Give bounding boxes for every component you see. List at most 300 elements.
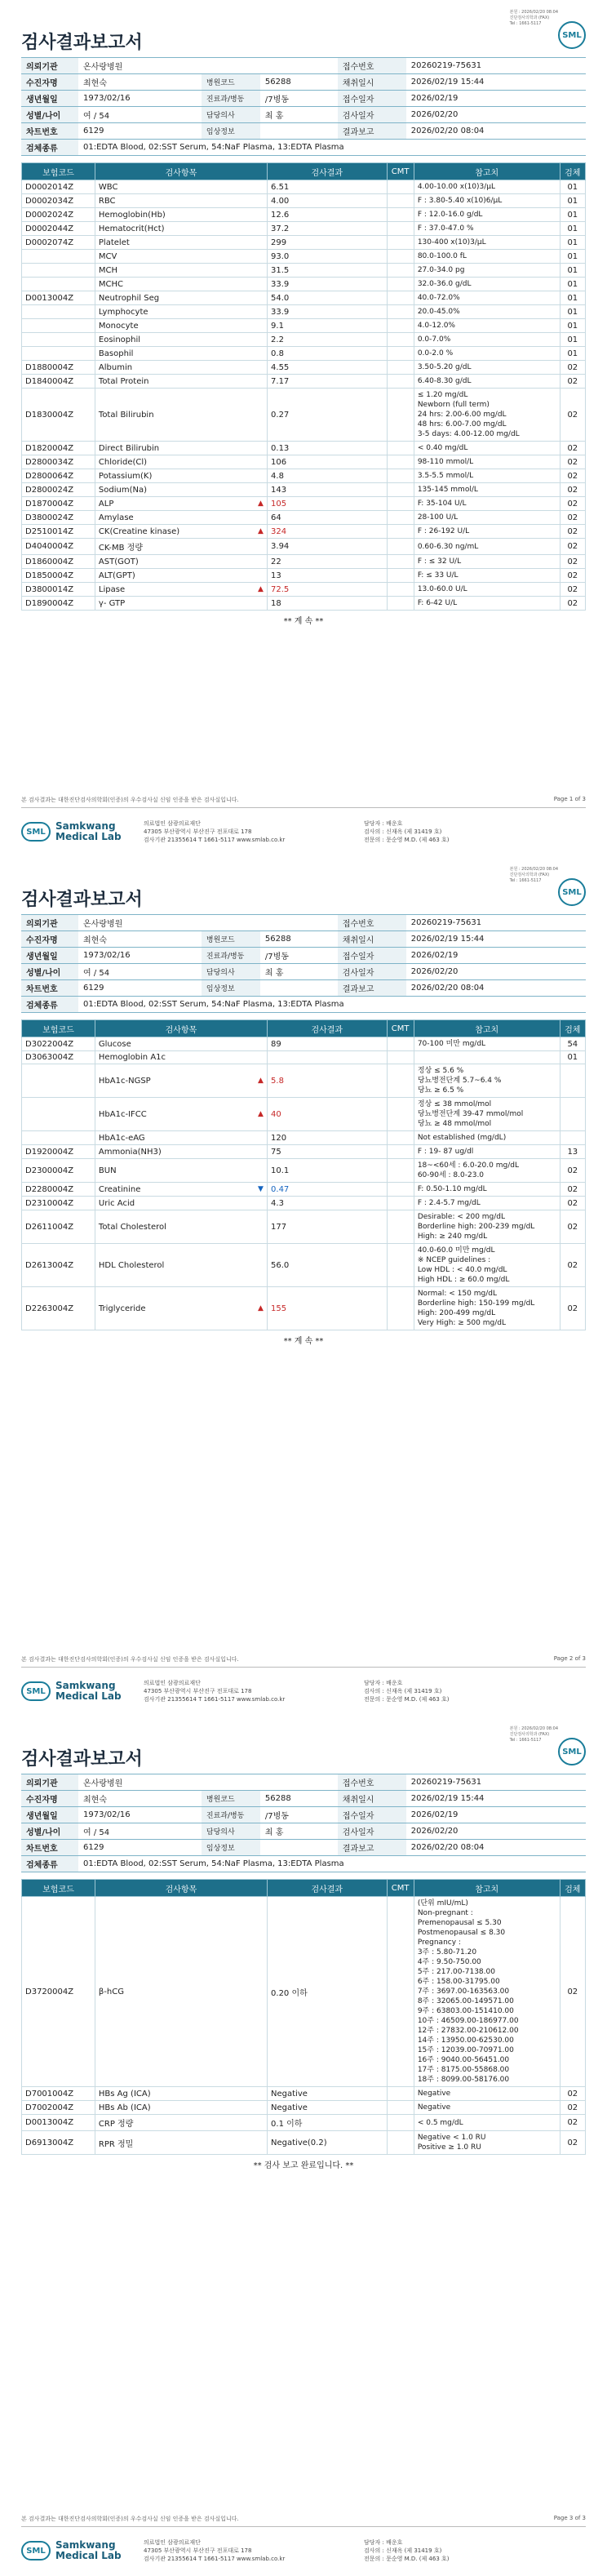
test-item: Amylase bbox=[95, 511, 267, 525]
specimen-code: 01 bbox=[560, 319, 585, 333]
accreditation-note: 본 검사결과는 대한진단검사의학회(인증)의 우수검사실 신임 인증을 받은 검사실입니다. bbox=[21, 1655, 586, 1668]
reference-range: 80.0-100.0 fL bbox=[414, 250, 560, 264]
insurance-code: D1870004Z bbox=[22, 497, 95, 511]
test-item: ALP bbox=[95, 497, 267, 511]
birth-value: 1973/02/16 bbox=[78, 1807, 202, 1823]
comment-cell bbox=[387, 278, 414, 291]
result-row bbox=[22, 375, 586, 389]
test-result: 7.17 bbox=[271, 376, 290, 386]
label-clinical: 임상정보 bbox=[202, 1840, 260, 1856]
specimen-code: 02 bbox=[560, 2115, 585, 2131]
reference-range: 130-400 x(10)3/μL bbox=[414, 236, 560, 250]
specimen-code: 02 bbox=[560, 1183, 585, 1197]
comment-cell bbox=[387, 319, 414, 333]
result-row bbox=[22, 333, 586, 347]
test-item: Glucose bbox=[95, 1037, 267, 1051]
specimen-code: 02 bbox=[560, 483, 585, 497]
address: 47305 부산광역시 부산진구 전포대로 178 bbox=[144, 2547, 252, 2554]
result-row bbox=[22, 236, 586, 250]
specimen-code: 02 bbox=[560, 2101, 585, 2115]
label-report-date: 결과보고 bbox=[338, 980, 406, 997]
hosp-code-value: 56288 bbox=[260, 1791, 338, 1807]
specimen-code: 54 bbox=[560, 1037, 585, 1051]
high-flag-icon: ▲ bbox=[258, 499, 264, 508]
comment-cell bbox=[387, 236, 414, 250]
test-item: Triglyceride bbox=[95, 1287, 267, 1330]
exam-date-value: 2026/02/20 bbox=[406, 107, 586, 123]
chart-value: 6129 bbox=[78, 1840, 202, 1856]
insurance-code: D2800034Z bbox=[22, 455, 95, 469]
result-row bbox=[22, 278, 586, 291]
test-item: Creatinine bbox=[95, 1183, 267, 1197]
doctor-value: 최 홍 bbox=[260, 1823, 338, 1840]
col-code: 보험코드 bbox=[22, 1020, 95, 1037]
receipt-date-value: 2026/02/19 bbox=[406, 1807, 586, 1823]
col-cmt: CMT bbox=[387, 163, 414, 180]
high-flag-icon: ▲ bbox=[258, 1304, 264, 1312]
sml-circle-logo-icon: SML bbox=[558, 1738, 586, 1765]
page-footer bbox=[21, 1655, 586, 1703]
test-item: Lipase bbox=[95, 583, 267, 597]
reference-range: 28-100 U/L bbox=[414, 511, 560, 525]
dept-value: /7병동 bbox=[260, 91, 338, 107]
result-row bbox=[22, 1131, 586, 1145]
hosp-code-value: 56288 bbox=[260, 74, 338, 91]
label-name: 수진자명 bbox=[21, 931, 78, 948]
receipt-no-value: 20260219-75631 bbox=[406, 58, 586, 74]
page-footer bbox=[21, 796, 586, 844]
result-row bbox=[22, 180, 586, 194]
insurance-code: D0002014Z bbox=[22, 180, 95, 194]
comment-cell bbox=[387, 1183, 414, 1197]
clinical-value bbox=[260, 1840, 338, 1856]
comment-cell bbox=[387, 1131, 414, 1145]
sml-logo bbox=[21, 2540, 144, 2561]
specialist-name: 전문의 : 문순영 M.D. (제 463 호) bbox=[364, 837, 450, 843]
test-item: β-hCG bbox=[95, 1897, 267, 2087]
test-item: HBs Ag (ICA) bbox=[95, 2087, 267, 2101]
exam-date-value: 2026/02/20 bbox=[406, 1823, 586, 1840]
insurance-code: D0013004Z bbox=[22, 291, 95, 305]
specimen-code: 02 bbox=[560, 1159, 585, 1183]
reference-range: 27.0-34.0 pg bbox=[414, 264, 560, 278]
label-chart: 차트번호 bbox=[21, 123, 78, 140]
label-exam-date: 검사일자 bbox=[338, 1823, 406, 1840]
specimen-code: 01 bbox=[560, 264, 585, 278]
test-result: 177 bbox=[271, 1222, 287, 1232]
insurance-code: D1860004Z bbox=[22, 555, 95, 569]
report-date-value: 2026/02/20 08:04 bbox=[406, 123, 586, 140]
test-result: 72.5 bbox=[271, 584, 290, 594]
page-number: Page 2 of 3 bbox=[553, 1655, 586, 1662]
reference-range: 18~<60세 : 6.0-20.0 mg/dL 60-90세 : 8.0-23.0 bbox=[414, 1159, 560, 1183]
page-number: Page 3 of 3 bbox=[553, 2515, 586, 2521]
label-hosp-code: 병원코드 bbox=[202, 74, 260, 91]
specimen-code: 02 bbox=[560, 555, 585, 569]
report-date-value: 2026/02/20 08:04 bbox=[406, 1840, 586, 1856]
result-row bbox=[22, 1159, 586, 1183]
address: 47305 부산광역시 부산진구 전포대로 178 bbox=[144, 828, 252, 835]
report-date-value: 2026/02/20 08:04 bbox=[406, 980, 586, 997]
insurance-code bbox=[22, 264, 95, 278]
reference-range: F : 19- 87 ug/dl bbox=[414, 1145, 560, 1159]
result-row bbox=[22, 1064, 586, 1098]
test-item: ALT(GPT) bbox=[95, 569, 267, 583]
collect-time-value: 2026/02/19 15:44 bbox=[406, 74, 586, 91]
insurance-code: D6913004Z bbox=[22, 2131, 95, 2155]
dept-value: /7병동 bbox=[260, 1807, 338, 1823]
insurance-code: D7002004Z bbox=[22, 2101, 95, 2115]
specimen-code: 01 bbox=[560, 250, 585, 264]
result-row bbox=[22, 1051, 586, 1064]
chart-value: 6129 bbox=[78, 980, 202, 997]
result-row bbox=[22, 2131, 586, 2155]
specimen-code: 01 bbox=[560, 1051, 585, 1064]
label-hosp-code: 병원코드 bbox=[202, 931, 260, 948]
reference-range: Negative bbox=[414, 2087, 560, 2101]
label-clinical: 임상정보 bbox=[202, 123, 260, 140]
specimen-code: 02 bbox=[560, 375, 585, 389]
label-hosp-code: 병원코드 bbox=[202, 1791, 260, 1807]
foundation-name: 의료법인 삼광의료재단 bbox=[144, 2539, 201, 2546]
comment-cell bbox=[387, 180, 414, 194]
test-item: Total Protein bbox=[95, 375, 267, 389]
col-ref: 참고치 bbox=[414, 163, 560, 180]
insurance-code: D3022004Z bbox=[22, 1037, 95, 1051]
test-item: HbA1c-IFCC bbox=[95, 1098, 267, 1131]
comment-cell bbox=[387, 597, 414, 611]
examiner-name: 검사의 : 신재옥 (제 31419 호) bbox=[364, 1688, 442, 1694]
specimen-code: 02 bbox=[560, 2131, 585, 2155]
label-dept: 진료과/병동 bbox=[202, 948, 260, 964]
insurance-code: D3063004Z bbox=[22, 1051, 95, 1064]
sml-logo bbox=[21, 1681, 144, 1702]
accreditation-note: 본 검사결과는 대한진단검사의학회(인증)의 우수검사실 신임 인증을 받은 검사실입니다. bbox=[21, 2515, 586, 2527]
reference-range: 135-145 mmol/L bbox=[414, 483, 560, 497]
reference-range: 3.50-5.20 g/dL bbox=[414, 361, 560, 375]
hosp-code-value: 56288 bbox=[260, 931, 338, 948]
label-report-date: 결과보고 bbox=[338, 1840, 406, 1856]
insurance-code: D1880004Z bbox=[22, 361, 95, 375]
collect-time-value: 2026/02/19 15:44 bbox=[406, 1791, 586, 1807]
insurance-code bbox=[22, 305, 95, 319]
test-item: Total Bilirubin bbox=[95, 389, 267, 442]
insurance-code: D4040004Z bbox=[22, 539, 95, 555]
result-row bbox=[22, 1037, 586, 1051]
label-exam-date: 검사일자 bbox=[338, 964, 406, 980]
col-chk: 검체 bbox=[560, 163, 585, 180]
contact: 검사기관 21355614 T 1661-5117 www.smlab.co.kr bbox=[144, 1696, 286, 1703]
insurance-code: D0002034Z bbox=[22, 194, 95, 208]
result-row bbox=[22, 569, 586, 583]
specimen-code: 02 bbox=[560, 1197, 585, 1210]
result-row bbox=[22, 194, 586, 208]
test-result: 106 bbox=[271, 457, 287, 467]
specimen-code: 02 bbox=[560, 1244, 585, 1287]
test-result: 0.1 이하 bbox=[271, 2120, 303, 2129]
test-result: 4.3 bbox=[271, 1198, 284, 1208]
reference-range: 3.5-5.5 mmol/L bbox=[414, 469, 560, 483]
low-flag-icon: ▼ bbox=[258, 1184, 264, 1193]
insurance-code: D1840004Z bbox=[22, 375, 95, 389]
reference-range: 32.0-36.0 g/dL bbox=[414, 278, 560, 291]
test-result: 18 bbox=[271, 598, 281, 608]
test-result: 0.13 bbox=[271, 443, 290, 453]
comment-cell bbox=[387, 1145, 414, 1159]
sexage-value: 여 / 54 bbox=[78, 1823, 202, 1840]
specimen-code: 01 bbox=[560, 278, 585, 291]
test-item: Chloride(Cl) bbox=[95, 455, 267, 469]
institution-value: 온사랑병원 bbox=[78, 915, 338, 931]
reference-range: 0.0-7.0% bbox=[414, 333, 560, 347]
sexage-value: 여 / 54 bbox=[78, 964, 202, 980]
specimen-value: 01:EDTA Blood, 02:SST Serum, 54:NaF Plasma, 13:EDTA Plasma bbox=[78, 1856, 586, 1872]
comment-cell bbox=[387, 469, 414, 483]
chart-value: 6129 bbox=[78, 123, 202, 140]
insurance-code: D1850004Z bbox=[22, 569, 95, 583]
test-item: AST(GOT) bbox=[95, 555, 267, 569]
report-meta: 본원 : 2026/02/20 08:04 진단검사의학과 (FAX) Tel : 1661-5117 bbox=[509, 867, 558, 883]
test-result: 37.2 bbox=[271, 224, 290, 233]
result-row bbox=[22, 483, 586, 497]
report-page bbox=[0, 1717, 607, 2576]
company-name: Samkwang Medical Lab bbox=[55, 1680, 122, 1702]
report-title: 검사결과보고서 bbox=[21, 890, 143, 910]
specimen-value: 01:EDTA Blood, 02:SST Serum, 54:NaF Plasma, 13:EDTA Plasma bbox=[78, 997, 586, 1013]
test-result: 4.00 bbox=[271, 196, 290, 206]
comment-cell bbox=[387, 1287, 414, 1330]
insurance-code: D7001004Z bbox=[22, 2087, 95, 2101]
label-sexage: 성별/나이 bbox=[21, 107, 78, 123]
label-doctor: 담당의사 bbox=[202, 1823, 260, 1840]
result-row bbox=[22, 389, 586, 442]
receipt-no-value: 20260219-75631 bbox=[406, 915, 586, 931]
comment-cell bbox=[387, 305, 414, 319]
test-result: 120 bbox=[271, 1133, 287, 1143]
comment-cell bbox=[387, 511, 414, 525]
test-item: Potassium(K) bbox=[95, 469, 267, 483]
page-number: Page 1 of 3 bbox=[553, 796, 586, 802]
patient-info-table bbox=[21, 1774, 586, 1872]
high-flag-icon: ▲ bbox=[258, 584, 264, 593]
test-item: Eosinophil bbox=[95, 333, 267, 347]
reference-range: 98-110 mmol/L bbox=[414, 455, 560, 469]
insurance-code: D2263004Z bbox=[22, 1287, 95, 1330]
receipt-date-value: 2026/02/19 bbox=[406, 91, 586, 107]
specimen-code: 02 bbox=[560, 442, 585, 455]
reference-range: F : 3.80-5.40 x(10)6/μL bbox=[414, 194, 560, 208]
test-result: 22 bbox=[271, 557, 281, 566]
result-row bbox=[22, 2101, 586, 2115]
label-receipt-date: 접수일자 bbox=[338, 948, 406, 964]
examiner-name: 검사의 : 신재옥 (제 31419 호) bbox=[364, 2547, 442, 2554]
test-result: 12.6 bbox=[271, 210, 290, 220]
insurance-code: D1830004Z bbox=[22, 389, 95, 442]
specimen-code: 02 bbox=[560, 511, 585, 525]
comment-cell bbox=[387, 1159, 414, 1183]
reference-range: < 0.5 mg/dL bbox=[414, 2115, 560, 2131]
result-row bbox=[22, 2115, 586, 2131]
result-row bbox=[22, 555, 586, 569]
insurance-code: D0002044Z bbox=[22, 222, 95, 236]
staff-name: 담당자 : 배운호 bbox=[364, 1680, 403, 1686]
comment-cell bbox=[387, 291, 414, 305]
high-flag-icon: ▲ bbox=[258, 526, 264, 535]
reference-range: F : ≤ 32 U/L bbox=[414, 555, 560, 569]
label-birth: 생년월일 bbox=[21, 948, 78, 964]
test-item: Hemoglobin(Hb) bbox=[95, 208, 267, 222]
specimen-code bbox=[560, 1131, 585, 1145]
insurance-code: D2800064Z bbox=[22, 469, 95, 483]
doctor-value: 최 홍 bbox=[260, 964, 338, 980]
result-row bbox=[22, 442, 586, 455]
insurance-code bbox=[22, 250, 95, 264]
label-sexage: 성별/나이 bbox=[21, 1823, 78, 1840]
specimen-code bbox=[560, 1098, 585, 1131]
insurance-code bbox=[22, 1131, 95, 1145]
comment-cell bbox=[387, 1037, 414, 1051]
test-item: Uric Acid bbox=[95, 1197, 267, 1210]
specimen-code: 02 bbox=[560, 469, 585, 483]
comment-cell bbox=[387, 194, 414, 208]
specimen-code bbox=[560, 1064, 585, 1098]
test-item: Lymphocyte bbox=[95, 305, 267, 319]
report-title: 검사결과보고서 bbox=[21, 1749, 143, 1770]
result-row bbox=[22, 1210, 586, 1244]
test-result: 4.55 bbox=[271, 362, 290, 372]
label-doctor: 담당의사 bbox=[202, 107, 260, 123]
result-row bbox=[22, 511, 586, 525]
specimen-code: 01 bbox=[560, 208, 585, 222]
col-result: 검사결과 bbox=[268, 1020, 387, 1037]
test-result: 0.47 bbox=[271, 1184, 290, 1194]
address: 47305 부산광역시 부산진구 전포대로 178 bbox=[144, 1688, 252, 1694]
result-row bbox=[22, 222, 586, 236]
insurance-code: D3800014Z bbox=[22, 583, 95, 597]
specimen-value: 01:EDTA Blood, 02:SST Serum, 54:NaF Plasma, 13:EDTA Plasma bbox=[78, 140, 586, 156]
reference-range: 40.0-72.0% bbox=[414, 291, 560, 305]
comment-cell bbox=[387, 455, 414, 469]
specimen-code: 01 bbox=[560, 236, 585, 250]
staff-name: 담당자 : 배운호 bbox=[364, 820, 403, 827]
test-item: WBC bbox=[95, 180, 267, 194]
result-row bbox=[22, 208, 586, 222]
comment-cell bbox=[387, 442, 414, 455]
label-name: 수진자명 bbox=[21, 74, 78, 91]
comment-cell bbox=[387, 497, 414, 511]
reference-range: Normal: < 150 mg/dL Borderline high: 150-199 mg/dL High: 200-499 mg/dL Very High: ≥ 500 mg/dL bbox=[414, 1287, 560, 1330]
specialist-name: 전문의 : 문순영 M.D. (제 463 호) bbox=[364, 2556, 450, 2562]
specialist-name: 전문의 : 문순영 M.D. (제 463 호) bbox=[364, 1696, 450, 1703]
label-receipt-no: 접수번호 bbox=[338, 1774, 406, 1791]
comment-cell bbox=[387, 222, 414, 236]
comment-cell bbox=[387, 1897, 414, 2087]
comment-cell bbox=[387, 208, 414, 222]
staff-name: 담당자 : 배운호 bbox=[364, 2539, 403, 2546]
end-mark: ** 계 속 ** bbox=[283, 617, 324, 626]
results-table bbox=[21, 1879, 586, 2155]
insurance-code: D0002074Z bbox=[22, 236, 95, 250]
test-item: Hemoglobin A1c bbox=[95, 1051, 267, 1064]
label-sexage: 성별/나이 bbox=[21, 964, 78, 980]
specimen-code: 02 bbox=[560, 1897, 585, 2087]
specimen-code: 13 bbox=[560, 1145, 585, 1159]
specimen-code: 02 bbox=[560, 583, 585, 597]
results-table bbox=[21, 162, 586, 611]
reference-range: 0.60-6.30 ng/mL bbox=[414, 539, 560, 555]
birth-value: 1973/02/16 bbox=[78, 91, 202, 107]
result-row bbox=[22, 1098, 586, 1131]
reference-range: Not established (mg/dL) bbox=[414, 1131, 560, 1145]
label-chart: 차트번호 bbox=[21, 1840, 78, 1856]
label-institution: 의뢰기관 bbox=[21, 915, 78, 931]
test-item: Ammonia(NH3) bbox=[95, 1145, 267, 1159]
col-item: 검사항목 bbox=[95, 1880, 267, 1897]
test-result: 31.5 bbox=[271, 265, 290, 275]
test-result: 2.2 bbox=[271, 335, 284, 344]
comment-cell bbox=[387, 583, 414, 597]
reference-range: F : 12.0-16.0 g/dL bbox=[414, 208, 560, 222]
test-item: Total Cholesterol bbox=[95, 1210, 267, 1244]
result-row bbox=[22, 319, 586, 333]
test-result: 299 bbox=[271, 238, 287, 247]
test-item: Sodium(Na) bbox=[95, 483, 267, 497]
comment-cell bbox=[387, 2131, 414, 2155]
reference-range: 20.0-45.0% bbox=[414, 305, 560, 319]
result-row bbox=[22, 1183, 586, 1197]
result-row bbox=[22, 291, 586, 305]
reference-range: < 0.40 mg/dL bbox=[414, 442, 560, 455]
comment-cell bbox=[387, 375, 414, 389]
specimen-code: 02 bbox=[560, 525, 585, 539]
comment-cell bbox=[387, 250, 414, 264]
col-cmt: CMT bbox=[387, 1020, 414, 1037]
insurance-code: D1920004Z bbox=[22, 1145, 95, 1159]
insurance-code: D2310004Z bbox=[22, 1197, 95, 1210]
test-result: 155 bbox=[271, 1304, 287, 1313]
comment-cell bbox=[387, 539, 414, 555]
col-chk: 검체 bbox=[560, 1020, 585, 1037]
receipt-no-value: 20260219-75631 bbox=[406, 1774, 586, 1791]
test-result: 33.9 bbox=[271, 279, 290, 289]
test-item: HbA1c-eAG bbox=[95, 1131, 267, 1145]
test-item: MCHC bbox=[95, 278, 267, 291]
company-name: Samkwang Medical Lab bbox=[55, 2539, 122, 2561]
institution-value: 온사랑병원 bbox=[78, 58, 338, 74]
sml-logo-icon: SML bbox=[21, 822, 51, 842]
patient-name: 최현숙 bbox=[78, 74, 202, 91]
comment-cell bbox=[387, 555, 414, 569]
specimen-code: 02 bbox=[560, 597, 585, 611]
receipt-date-value: 2026/02/19 bbox=[406, 948, 586, 964]
end-mark: ** 검사 보고 완료입니다. ** bbox=[253, 2161, 354, 2170]
comment-cell bbox=[387, 483, 414, 497]
reference-range: F : 37.0-47.0 % bbox=[414, 222, 560, 236]
reference-range: F: 0.50-1.10 mg/dL bbox=[414, 1183, 560, 1197]
comment-cell bbox=[387, 525, 414, 539]
sml-logo-icon: SML bbox=[21, 1681, 51, 1701]
result-row bbox=[22, 455, 586, 469]
label-institution: 의뢰기관 bbox=[21, 58, 78, 74]
test-item: γ- GTP bbox=[95, 597, 267, 611]
collect-time-value: 2026/02/19 15:44 bbox=[406, 931, 586, 948]
examiner-name: 검사의 : 신재옥 (제 31419 호) bbox=[364, 828, 442, 835]
reference-range: F : 26-192 U/L bbox=[414, 525, 560, 539]
test-item: Albumin bbox=[95, 361, 267, 375]
result-row bbox=[22, 2087, 586, 2101]
reference-range: 0.0-2.0 % bbox=[414, 347, 560, 361]
result-row bbox=[22, 1897, 586, 2087]
